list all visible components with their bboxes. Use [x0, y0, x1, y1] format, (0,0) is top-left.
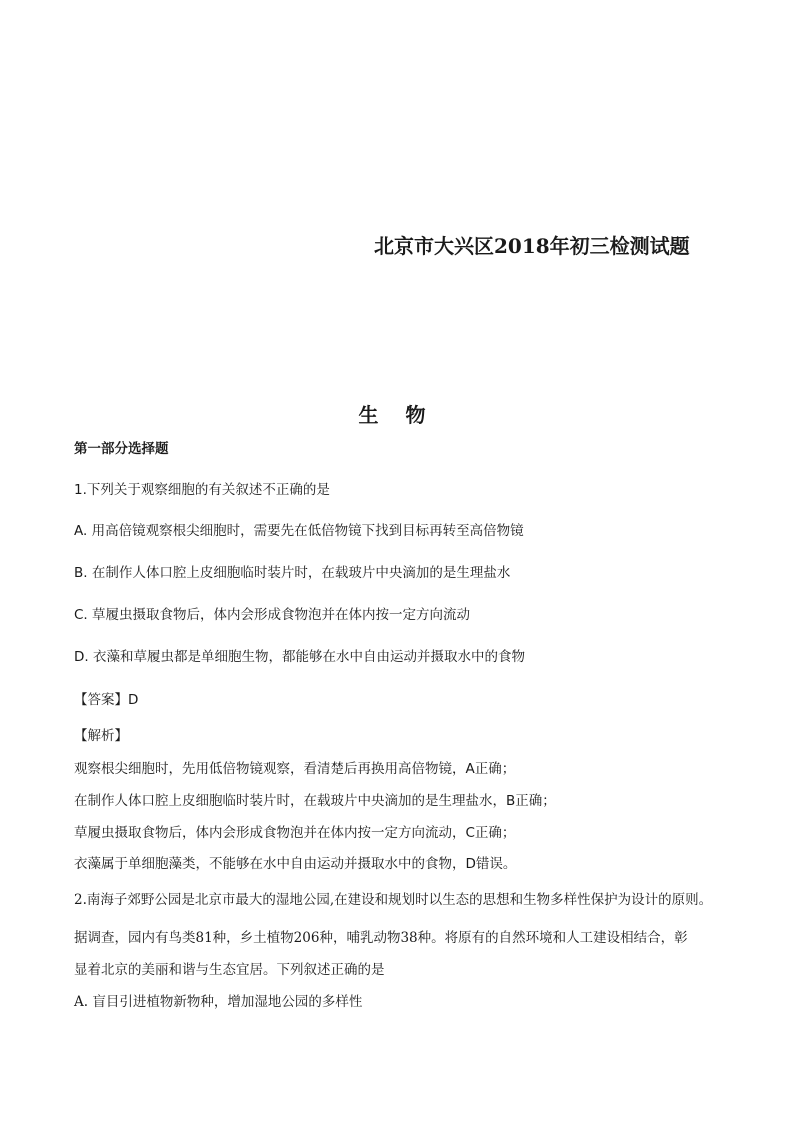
question-1-stem: 1.下列关于观察细胞的有关叙述不正确的是 — [74, 482, 330, 498]
subject-title: 生 物 — [358, 403, 436, 427]
answer-value: D — [128, 692, 139, 708]
question-1-option-d: D. 衣藻和草履虫都是单细胞生物，都能够在水中自由运动并摄取水中的食物 — [74, 649, 525, 665]
question-2-option-a: A. 盲目引进植物新物种，增加湿地公园的多样性 — [74, 994, 363, 1010]
question-2-stem-line: 2.南海子郊野公园是北京市最大的湿地公园,在建设和规划时以生态的思想和生物多样性保护为设计的原则。 — [74, 892, 713, 908]
analysis-line: 观察根尖细胞时，先用低倍物镜观察，看清楚后再换用高倍物镜，A正确； — [74, 761, 516, 777]
analysis-line: 衣藻属于单细胞藻类，不能够在水中自由运动并摄取水中的食物，D错误。 — [74, 856, 517, 872]
question-2-stem-line: 据调查，园内有鸟类81种，乡土植物206种，哺乳动物38种。将原有的自然环境和人工建设相结合，彰 — [74, 930, 688, 946]
analysis-line: 草履虫摄取食物后，体内会形成食物泡并在体内按一定方向流动，C正确； — [74, 825, 516, 841]
section-heading: 第一部分选择题 — [74, 441, 169, 457]
answer-label: 【答案】 — [74, 692, 128, 708]
analysis-line: 在制作人体口腔上皮细胞临时装片时，在载玻片中央滴加的是生理盐水，B正确； — [74, 793, 556, 809]
exam-title: 北京市大兴区2018年初三检测试题 — [374, 234, 690, 258]
question-1-option-b: B. 在制作人体口腔上皮细胞临时装片时，在载玻片中央滴加的是生理盐水 — [74, 565, 511, 581]
question-1-option-c: C. 草履虫摄取食物后，体内会形成食物泡并在体内按一定方向流动 — [74, 607, 471, 623]
question-1-analysis-label: 【解析】 — [74, 728, 128, 744]
question-1-answer — [74, 691, 138, 709]
question-1-option-a: A. 用高倍镜观察根尖细胞时，需要先在低倍物镜下找到目标再转至高倍物镜 — [74, 523, 524, 539]
question-2-stem-line: 显着北京的美丽和谐与生态宜居。下列叙述正确的是 — [74, 962, 385, 978]
